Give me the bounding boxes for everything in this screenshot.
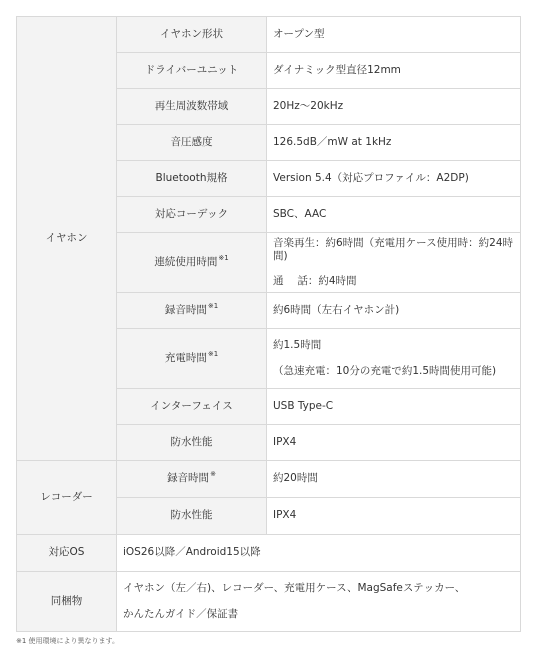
bundled-value-line: イヤホン（左／右)、レコーダー、充電用ケース、MagSafeステッカー、 [123,582,466,595]
spec-row [17,461,521,498]
spec-value: オープン型 [267,17,521,53]
spec-label: 対応コーデック [117,197,267,233]
group-earphones: イヤホン [17,17,117,461]
spec-label: 連続使用時間 [154,255,218,268]
spec-label: 録音時間 [167,472,210,485]
spec-value-line: 音楽再生：約6時間（充電用ケース使用時：約24時間) [273,236,514,262]
spec-value: SBC、AAC [267,197,521,233]
spec-label: 音圧感度 [117,125,267,161]
spec-label: 録音時間 [164,303,207,316]
footnote-mark: ※ [210,470,216,479]
bundled-label: 同梱物 [17,572,117,632]
spec-value: 約20時間 [267,461,521,498]
spec-value: IPX4 [267,425,521,461]
spec-row [17,535,521,572]
spec-value: 20Hz〜20kHz [267,89,521,125]
spec-value: IPX4 [267,498,521,535]
spec-label: 充電時間 [164,351,207,364]
footnote-mark: ※1 [207,349,219,358]
spec-label-cell [117,233,267,293]
footnote: ※1 使用環境により異なります。 [16,637,119,645]
spec-label-cell [117,461,267,498]
spec-value-line: （急速充電：10分の充電で約1.5時間使用可能) [273,364,497,377]
spec-row [17,572,521,632]
group-recorder: レコーダー [17,461,117,535]
os-label: 対応OS [17,535,117,572]
footnote-mark: ※1 [218,253,229,262]
spec-value: 126.5dB／mW at 1kHz [267,125,521,161]
spec-label: 防水性能 [117,425,267,461]
spec-label: インターフェイス [117,389,267,425]
spec-value: Version 5.4（対応プロファイル：A2DP) [267,161,521,197]
spec-label: イヤホン形状 [117,17,267,53]
footnote-mark: ※1 [207,301,219,310]
spec-value: 約6時間（左右イヤホン計) [267,293,521,329]
spec-label-cell [117,293,267,329]
spec-label: 防水性能 [117,498,267,535]
spec-label-cell [117,329,267,389]
bundled-value-cell [117,572,521,632]
spec-value-cell [267,329,521,389]
spec-value-cell [267,233,521,293]
spec-value-line: 通 話：約4時間 [273,275,357,288]
spec-value-line: 約1.5時間 [273,339,322,352]
spec-value: USB Type-C [267,389,521,425]
spec-label: ドライバーユニット [117,53,267,89]
spec-label: 再生周波数帯域 [117,89,267,125]
spec-table [16,16,521,632]
spec-value: ダイナミック型直径12mm [267,53,521,89]
bundled-value-line: かんたんガイド／保証書 [123,607,239,620]
spec-label: Bluetooth規格 [117,161,267,197]
os-value: iOS26以降／Android15以降 [117,535,521,572]
spec-row [17,17,521,53]
